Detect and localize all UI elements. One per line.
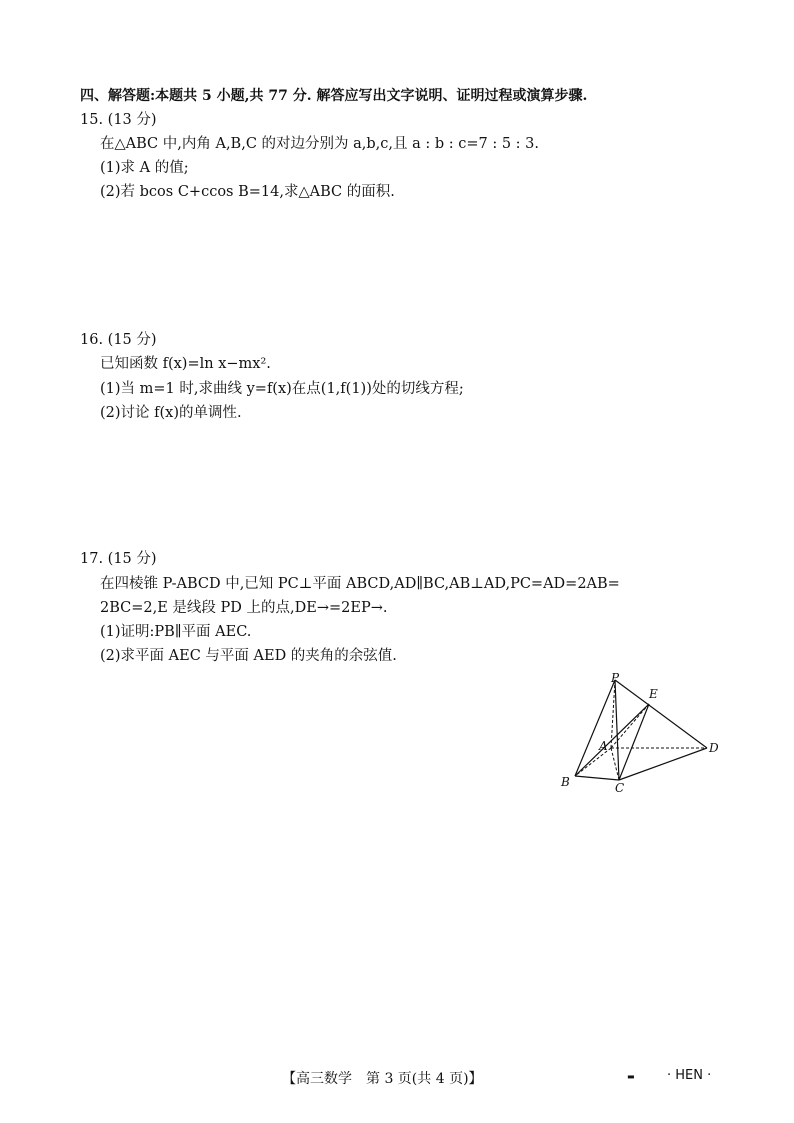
label-A: A — [599, 739, 608, 753]
question-17-part-2: (2)求平面 AEC 与平面 AED 的夹角的余弦值. — [100, 648, 397, 664]
question-16-part-1: (1)当 m=1 时,求曲线 y=f(x)在点(1,f(1))处的切线方程; — [100, 381, 464, 397]
edge-PB — [575, 680, 615, 776]
label-P: P — [611, 671, 620, 685]
question-16-header: 16. (15 分) — [80, 332, 157, 348]
edge-BC — [575, 776, 619, 780]
exam-code: · HEN · — [667, 1068, 712, 1083]
label-D: D — [709, 741, 719, 755]
edge-EB — [575, 704, 649, 776]
edge-EC — [619, 704, 649, 780]
section-title: 四、解答题:本题共 5 小题,共 77 分. 解答应写出文字说明、证明过程或演算步骤. — [80, 88, 588, 104]
edge-PD — [615, 680, 707, 748]
question-17-statement-line-2: 2BC=2,E 是线段 PD 上的点,DE→=2EP→. — [100, 600, 388, 616]
question-17-statement-line-1: 在四棱锥 P-ABCD 中,已知 PC⊥平面 ABCD,AD∥BC,AB⊥AD,PC=AD=2AB= — [100, 576, 620, 592]
question-17-header: 17. (15 分) — [80, 551, 157, 567]
edge-CD — [619, 748, 707, 780]
pyramid-diagram — [555, 668, 735, 798]
label-E: E — [649, 687, 658, 701]
label-C: C — [615, 781, 625, 795]
label-B: B — [561, 775, 570, 789]
question-15-header: 15. (13 分) — [80, 112, 157, 128]
question-15-statement: 在△ABC 中,内角 A,B,C 的对边分别为 a,b,c,且 a : b : c=7 : 5 : 3. — [100, 136, 540, 152]
question-17-part-1: (1)证明:PB∥平面 AEC. — [100, 624, 252, 640]
question-16-part-2: (2)讨论 f(x)的单调性. — [100, 405, 242, 421]
question-16-statement: 已知函数 f(x)=ln x−mx². — [100, 356, 271, 372]
question-15-part-2: (2)若 bcos C+ccos B=14,求△ABC 的面积. — [100, 184, 395, 200]
page-footer: 【高三数学 第 3 页(共 4 页)】 — [282, 1071, 483, 1087]
footer-mark: ▬ — [627, 1072, 635, 1081]
question-15-part-1: (1)求 A 的值; — [100, 160, 189, 176]
